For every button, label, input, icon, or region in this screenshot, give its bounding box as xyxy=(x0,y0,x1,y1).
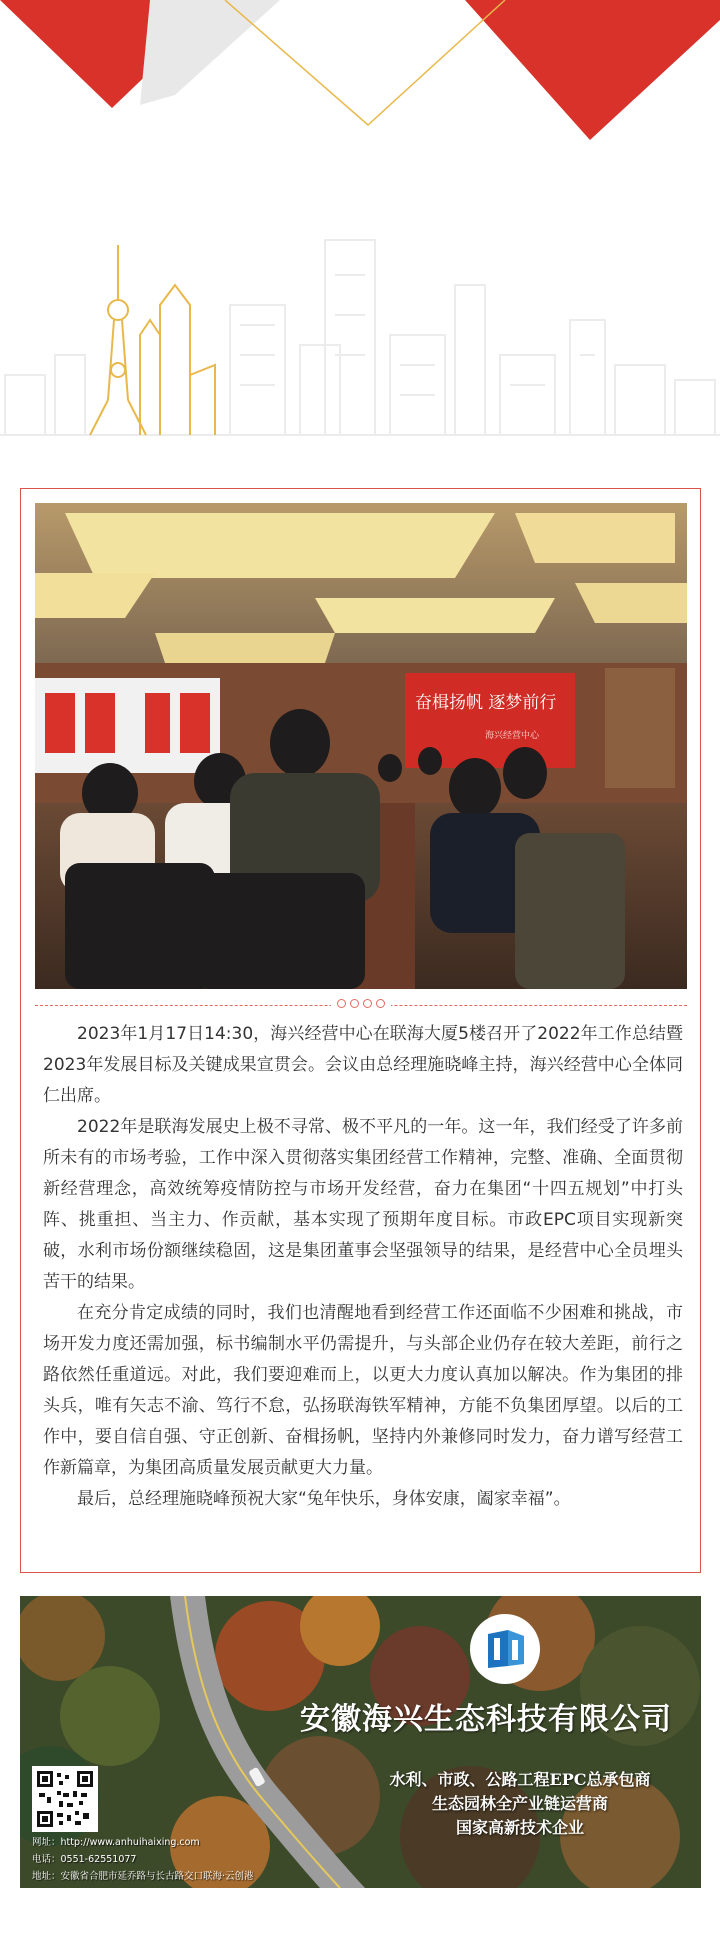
photo-banner-subtext: 海兴经营中心 xyxy=(485,731,540,741)
company-logo-icon xyxy=(480,1626,530,1672)
ornamental-divider xyxy=(35,999,687,1013)
article-paragraph: 2023年1月17日14:30，海兴经营中心在联海大厦5楼召开了2022年工作总结暨2023年发展目标及关键成果宣贯会。会议由总经理施晓峰主持，海兴经营中心全体同仁出席。 xyxy=(43,1024,683,1106)
article-paragraph: 在充分肯定成绩的同时，我们也清醒地看到经营工作还面临不少困难和挑战，市场开发力度还需加强，标书编制水平仍需提升，与头部企业仍存在较大差距，前行之路依然任重道远。对此，我们要迎难而上，以更大力度认真加以解决。作为集团的排头兵，唯有矢志不渝、笃行不怠，弘扬联海铁军精神，方能不负集团厚望。以后的工作中，要自信自强、守正创新、奋楫扬帆，坚持内外兼修同时发力，奋力谱写经营工作新篇章，为集团高质量发展贡献更大力量。 xyxy=(43,1303,683,1478)
meeting-photo xyxy=(35,503,687,989)
company-banner xyxy=(20,1596,701,1888)
business-line: 生态园林全产业链运营商 xyxy=(431,1794,608,1813)
contact-info xyxy=(32,1834,332,1885)
business-line: 水利、市政、公路工程EPC总承包商 xyxy=(389,1770,651,1789)
article-paragraph: 最后，总经理施晓峰预祝大家“兔年快乐，身体安康，阖家幸福”。 xyxy=(77,1489,571,1509)
website-text: 网址：http://www.anhuihaixing.com xyxy=(32,1837,200,1848)
business-line: 国家高新技术企业 xyxy=(455,1818,584,1837)
phone-text: 电话：0551-62551077 xyxy=(32,1854,137,1865)
company-name: 安徽海兴生态科技有限公司 xyxy=(300,1702,672,1737)
qr-code xyxy=(32,1766,98,1832)
article-body xyxy=(43,1019,683,1515)
company-logo xyxy=(470,1614,540,1684)
address-text: 地址：安徽省合肥市延乔路与长古路交口联海·云创港 xyxy=(32,1871,254,1882)
top-ribbon-decoration xyxy=(0,0,720,140)
article-paragraph: 2022年是联海发展史上极不寻常、极不平凡的一年。这一年，我们经受了许多前所未有的市场考验，工作中深入贯彻落实集团经营工作精神，完整、准确、全面贯彻新经营理念，高效统筹疫情防控与市场开发经营，奋力在集团“十四五规划”中打头阵、挑重担、当主力、作贡献，基本实现了预期年度目标。市政EPC项目实现新突破，水利市场份额继续稳固，这是集团董事会坚强领导的结果，是经营中心全员埋头苦干的结果。 xyxy=(43,1117,683,1292)
city-skyline-decoration xyxy=(0,225,720,440)
article-card xyxy=(20,488,701,1573)
business-lines xyxy=(350,1768,690,1840)
photo-banner-text: 奋楫扬帆 逐梦前行 xyxy=(415,693,557,713)
